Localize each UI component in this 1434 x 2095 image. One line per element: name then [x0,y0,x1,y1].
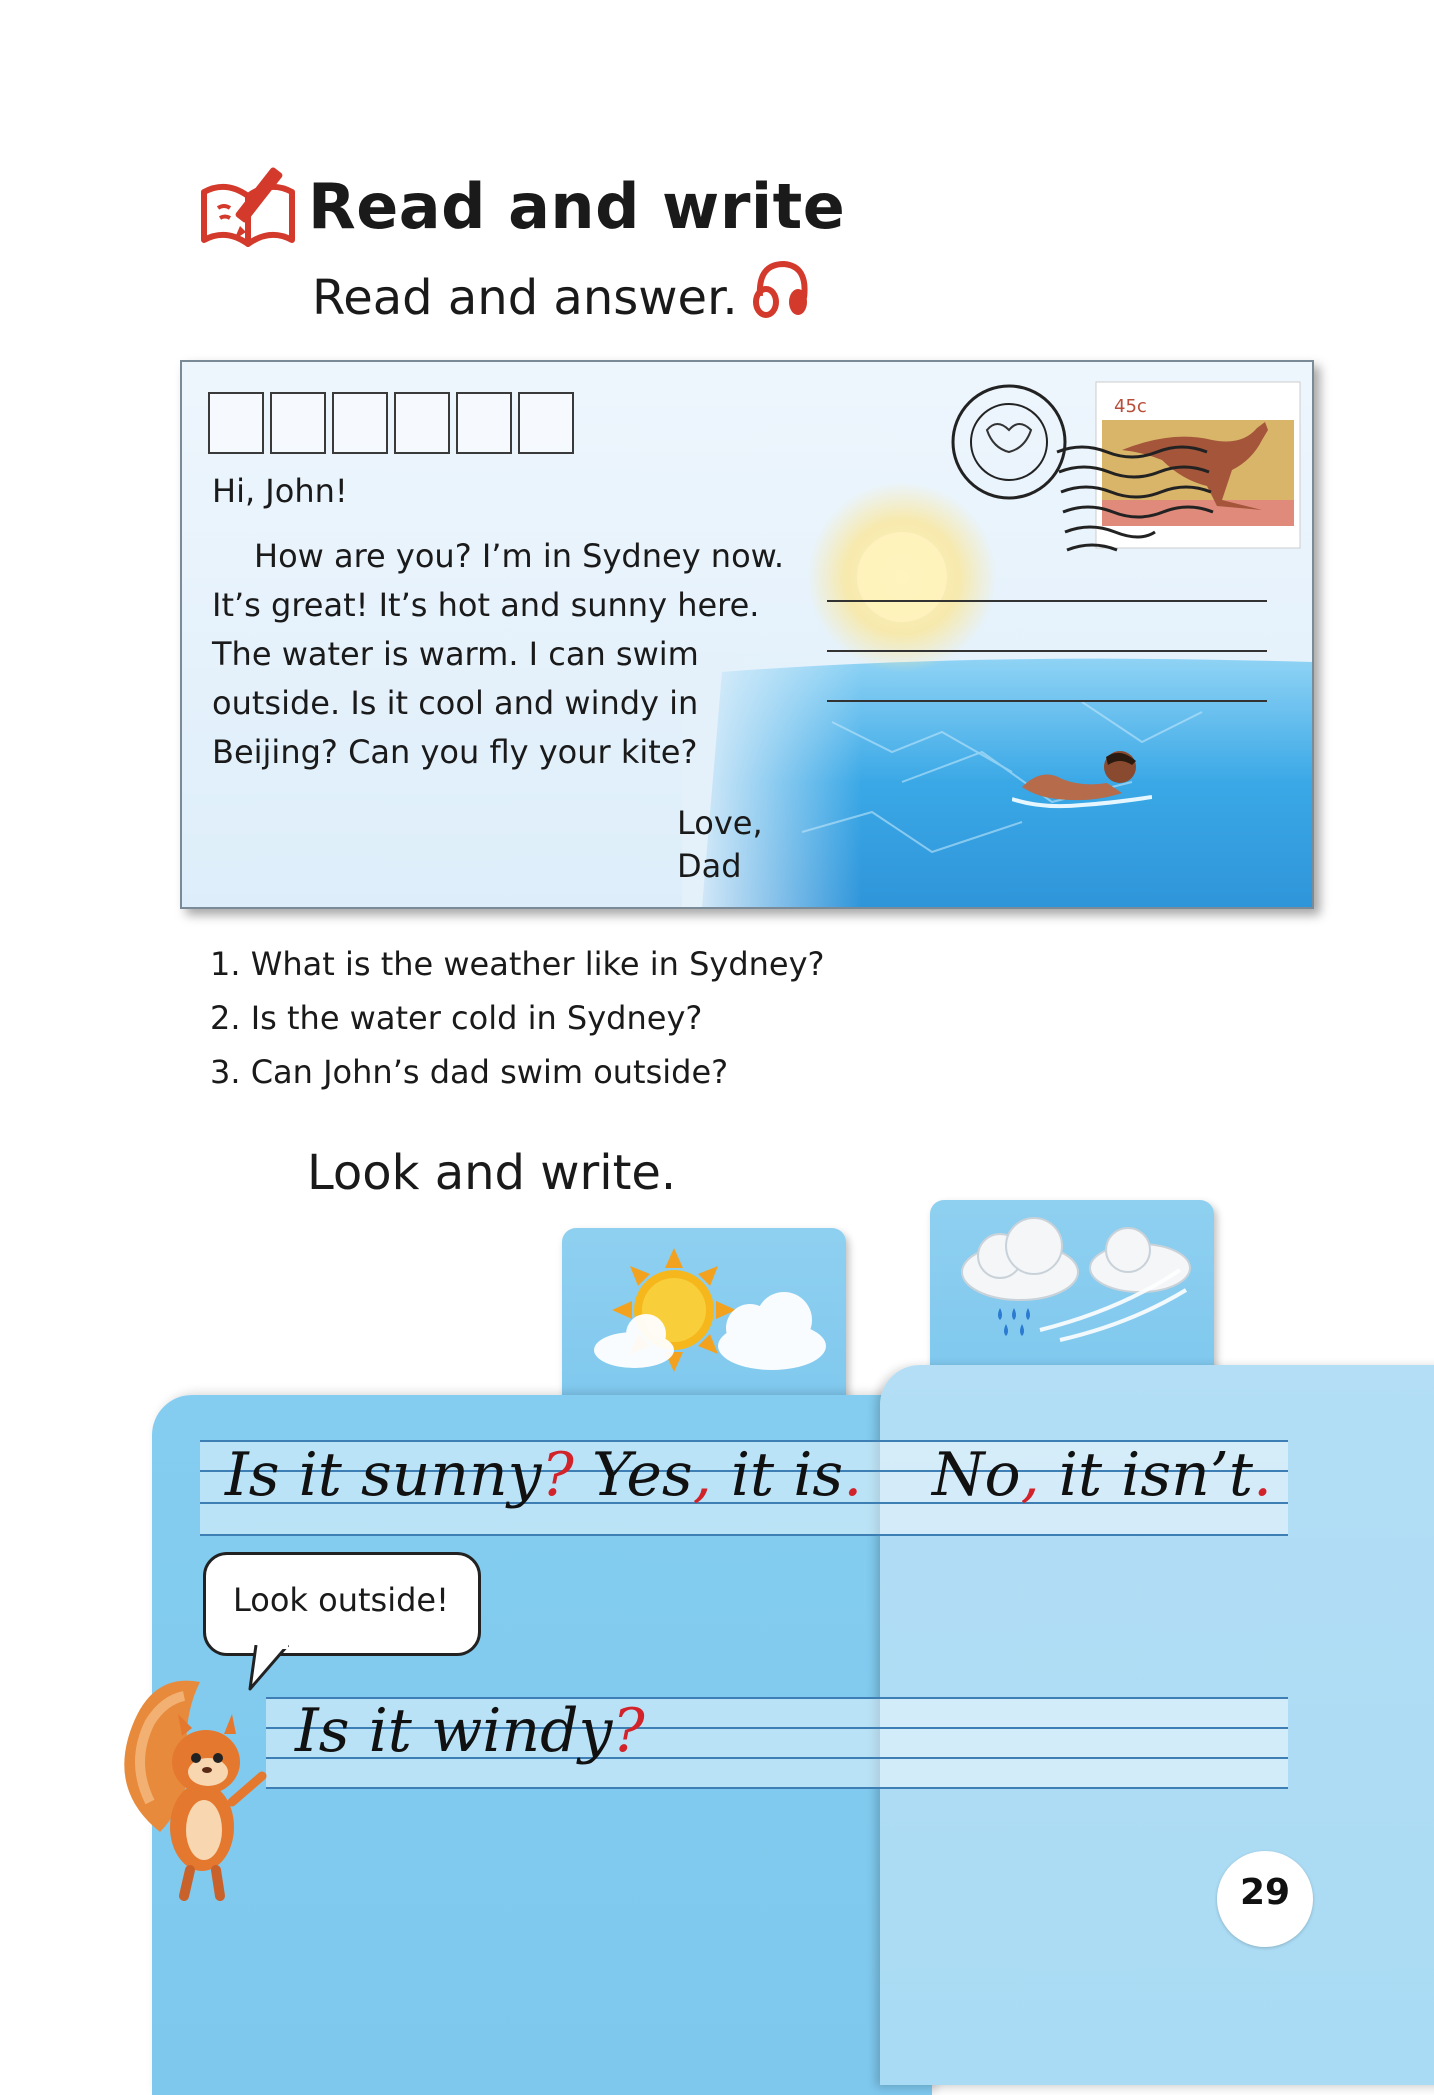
address-line [827,650,1267,652]
period-mark: . [1252,1440,1273,1510]
address-line [827,600,1267,602]
letter-closing: Love, [677,804,763,842]
instruction-read-and-answer: Read and answer. [312,270,738,326]
postcode-box [270,392,326,454]
postcode-box [518,392,574,454]
handwriting-question: Is it sunny [225,1440,542,1510]
guide-line [200,1534,1288,1536]
speech-bubble-text: Look outside! [233,1581,449,1619]
address-line [827,700,1267,702]
comprehension-questions [210,937,825,1099]
handwriting-question: Is it windy [295,1696,613,1766]
swimmer-illustration [1012,747,1152,817]
instruction-look-and-write: Look and write. [307,1145,677,1201]
comma-mark: , [1020,1440,1040,1510]
squirrel-character [120,1652,270,1902]
period-mark: . [843,1440,863,1510]
postcode-box [394,392,450,454]
handwriting-sentence-2 [295,1696,645,1766]
question-item: 1. What is the weather like in Sydney? [210,945,825,983]
letter-greeting: Hi, John! [212,472,348,510]
handwriting-no: No [932,1440,1021,1510]
postcode-box [208,392,264,454]
read-write-book-icon [196,162,304,252]
letter-body: How are you? I’m in Sydney now. It’s great! It’s hot and sunny here. The water is warm. I can swim outside. Is it cool and windy in Beijing? Can you fly your kite? [212,537,785,771]
handwriting-no-rest: it isn’t [1039,1440,1253,1510]
postcard-letter [212,467,802,777]
handwriting-sentence-1 [225,1440,574,1510]
handwriting-no-answer [932,1440,1272,1510]
question-item: 2. Is the water cold in Sydney? [210,999,703,1037]
headphones-icon [750,258,812,322]
handwriting-yes: Yes [592,1440,693,1510]
comma-mark: , [692,1440,712,1510]
question-item: 3. Can John’s dad swim outside? [210,1053,729,1091]
letter-signoff [677,802,763,888]
postcard [180,360,1314,909]
question-mark: ? [612,1696,645,1766]
postcode-box [456,392,512,454]
postcode-box [332,392,388,454]
section-title: Read and write [308,170,846,243]
handwriting-yes-answer [592,1440,862,1510]
guide-line [266,1787,1288,1789]
handwriting-yes-rest: it is [711,1440,844,1510]
stamp-value: 45c [1114,396,1147,417]
page-number: 29 [1239,1872,1291,1913]
postmark [947,380,1217,570]
question-mark: ? [541,1440,574,1510]
postcode-boxes [208,392,574,454]
letter-signature: Dad [677,847,742,885]
